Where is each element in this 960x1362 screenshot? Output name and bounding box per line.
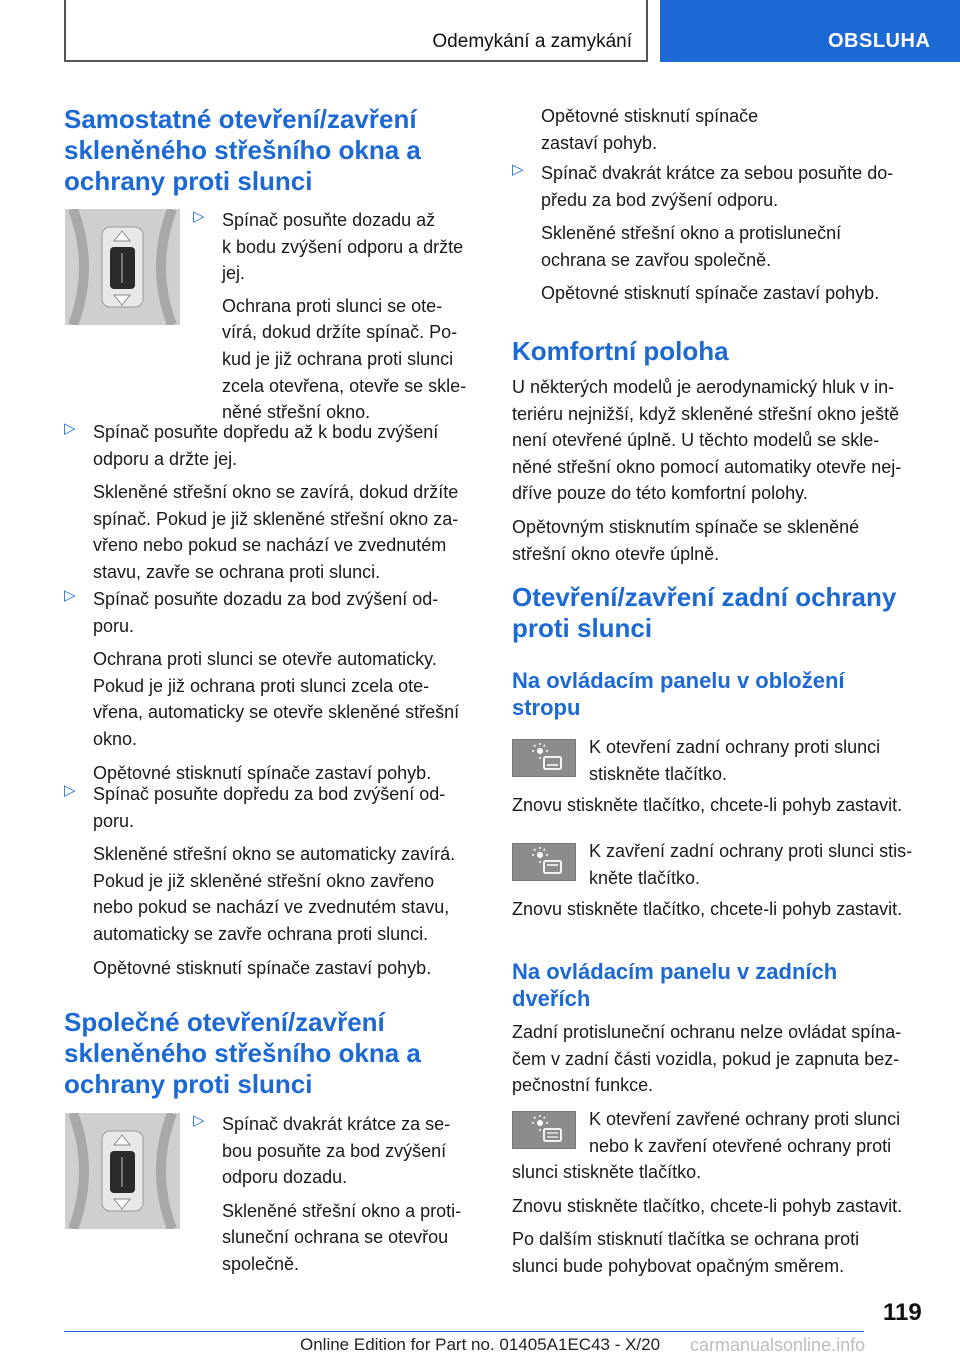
footer-edition: Online Edition for Part no. 01405A1EC43 - X/20	[300, 1335, 661, 1354]
text-line: Znovu stiskněte tlačítko, chcete-li pohyb zastavit.	[512, 899, 903, 919]
text-line: U některých modelů je aerodynamický hluk v in‐	[512, 377, 895, 397]
text-line: K otevření zavřené ochrany proti slunci	[589, 1109, 901, 1129]
button1-description	[589, 734, 934, 787]
button3-continued	[512, 1159, 942, 1279]
bullet-sub-line: Skleněné střešní okno se automaticky zavírá.	[93, 844, 456, 865]
bullet-text-line: odporu a držte jej.	[93, 448, 238, 469]
bullet-item	[64, 419, 484, 586]
text-line: něné střešní okno pomocí automatiky otevře nej‐	[512, 456, 902, 477]
rear-shade-close-button-image	[512, 843, 576, 881]
rear-door-shade-button-image	[512, 1111, 576, 1149]
text-line: dříve pouze do této komfortní polohy.	[512, 483, 808, 504]
bullet-open-shade	[193, 207, 483, 426]
bullet-auto-open	[64, 586, 484, 786]
bullet-sub-line: Pokud je již ochrana proti slunci zcela ote‐	[93, 675, 430, 696]
heading-rear-door-panel	[512, 958, 932, 1012]
bullet-sub-line: Skleněné střešní okno se zavírá, dokud držíte	[93, 482, 459, 503]
button1-after	[512, 792, 942, 819]
bullet-text-line: poru.	[93, 615, 135, 636]
roof-switch-photo-1	[65, 209, 180, 325]
rear-shade-open-button-image	[512, 739, 576, 777]
footer-divider	[64, 1331, 864, 1332]
heading-line: ochrany proti slunci	[64, 1069, 313, 1099]
bullet-item	[64, 781, 484, 981]
header-chapter-tab	[660, 0, 960, 62]
door-panel-paragraph	[512, 1019, 942, 1099]
bullet-text-line: Spínač dvakrát krátce za sebou posuňte do‐	[541, 163, 894, 183]
bullet-item	[64, 586, 484, 786]
text-line: střešní okno otevře úplně.	[512, 543, 720, 564]
bullet-sub-line: sluneční ochrana se otevřou	[222, 1227, 449, 1248]
bullet-sub-line: Ochrana proti slunci se ote‐	[222, 295, 443, 316]
text-line: Po dalším stisknutí tlačítka se ochrana proti	[512, 1229, 860, 1250]
bullet-sub-line: zcela otevřena, otevře se skle‐	[222, 375, 467, 396]
heading-line: dveřích	[512, 986, 591, 1011]
triangle-bullet-icon: ▷	[193, 208, 205, 225]
text-line: Znovu stiskněte tlačítko, chcete-li pohyb zastavit.	[512, 795, 903, 815]
header-section-title: Odemykání a zamykání	[432, 31, 632, 52]
bullet-sub-line: Opětovné stisknutí spínače zastaví pohyb.	[93, 762, 432, 783]
bullet-sub-line: ochrana se zavřou společně.	[541, 249, 772, 270]
bullet-sub-line: kud je již ochrana proti slunci	[222, 348, 454, 369]
text-line: čem v zadní části vozidla, pokud je zapnuta bez‐	[512, 1048, 900, 1069]
bullet-sub-line: vřena, automaticky se otevře skleněné střešní	[93, 702, 460, 723]
bullet-text-line: bou posuňte za bod zvýšení	[222, 1140, 447, 1161]
bullet-joint-open	[193, 1111, 483, 1278]
bullet-item	[512, 160, 932, 307]
text-line: kněte tlačítko.	[589, 867, 701, 888]
button3-description	[589, 1106, 934, 1159]
text-line: stiskněte tlačítko.	[589, 763, 728, 784]
roof-switch-photo-2	[65, 1113, 180, 1229]
triangle-bullet-icon: ▷	[64, 782, 76, 799]
triangle-bullet-icon: ▷	[64, 420, 76, 437]
heading-line: ochrany proti slunci	[64, 166, 313, 196]
bullet-sub-line: okno.	[93, 728, 138, 749]
bullet-text-line: Spínač posuňte dozadu až	[222, 210, 436, 230]
bullet-sub-line: společně.	[222, 1253, 300, 1274]
continued-text	[541, 103, 931, 156]
text-line: Zadní protisluneční ochranu nelze ovládat spína‐	[512, 1022, 902, 1042]
triangle-bullet-icon: ▷	[64, 587, 76, 604]
bullet-sub-line: vřeno nebo pokud se nachází ve zvednutém	[93, 535, 447, 556]
bullet-sub-line: Opětovné stisknutí spínače zastaví pohyb.	[93, 957, 432, 978]
bullet-sub-line: Pokud je již skleněné střešní okno zavřeno	[93, 870, 435, 891]
triangle-bullet-icon: ▷	[193, 1112, 205, 1129]
page-number: 119	[883, 1299, 922, 1326]
bullet-sub-line: něné střešní okno.	[222, 402, 371, 423]
bullet-joint-close	[512, 160, 932, 307]
watermark-text: carmanualsonline.info	[690, 1335, 866, 1355]
bullet-sub-line: spínač. Pokud je již skleněné střešní okno za‐	[93, 508, 459, 529]
heading-line: skleněného střešního okna a	[64, 135, 421, 165]
heading-joint-open-close	[64, 1007, 484, 1100]
bullet-text-line: předu za bod zvýšení odporu.	[541, 189, 779, 210]
bullet-text-line: Spínač posuňte dopředu až k bodu zvýšení	[93, 422, 439, 442]
text-line: teriéru nejnižší, když skleněné střešní okno ještě	[512, 403, 900, 424]
triangle-bullet-icon: ▷	[512, 161, 524, 178]
bullet-text-line: k bodu zvýšení odporu a držte	[222, 236, 464, 257]
text-line: K otevření zadní ochrany proti slunci	[589, 737, 881, 757]
text-line: není otevřené úplně. U těchto modelů se skle‐	[512, 430, 880, 451]
bullet-sub-line: Opětovné stisknutí spínače zastaví pohyb.	[541, 283, 880, 304]
bullet-sub-line: automaticky se zavře ochrana proti slunci.	[93, 923, 429, 944]
bullet-item	[193, 1111, 483, 1278]
bullet-auto-close	[64, 781, 484, 981]
button2-description	[589, 838, 934, 891]
header-chapter-label: OBSLUHA	[828, 30, 931, 52]
bullet-text-line: odporu dozadu.	[222, 1167, 348, 1188]
bullet-sub-line: Skleněné střešní okno a protisluneční	[541, 223, 842, 244]
bullet-text-line: Spínač posuňte dopředu za bod zvýšení od‐	[93, 784, 446, 804]
text-line: zastaví pohyb.	[541, 132, 658, 153]
text-line: slunci stiskněte tlačítko.	[512, 1162, 702, 1182]
text-line: nebo k zavření otevřené ochrany proti	[589, 1135, 892, 1156]
comfort-paragraph	[512, 374, 932, 567]
heading-line: Komfortní poloha	[512, 336, 729, 366]
heading-line: Na ovládacím panelu v obložení	[512, 668, 845, 693]
header-section-box	[64, 0, 648, 62]
text-line: Opětovné stisknutí spínače	[541, 106, 759, 126]
text-line: Opětovným stisknutím spínače se skleněné	[512, 516, 860, 537]
heading-roof-panel	[512, 667, 932, 721]
bullet-sub-line: stavu, zavře se ochrana proti slunci.	[93, 561, 381, 582]
heading-line: Samostatné otevření/zavření	[64, 104, 417, 134]
bullet-text-line: Spínač dvakrát krátce za se‐	[222, 1114, 451, 1134]
bullet-item	[193, 207, 483, 426]
text-line: K zavření zadní ochrany proti slunci stis‐	[589, 841, 913, 861]
heading-line: Otevření/zavření zadní ochrany	[512, 582, 897, 612]
bullet-sub-line: Ochrana proti slunci se otevře automaticky.	[93, 649, 437, 670]
button2-after	[512, 896, 942, 923]
bullet-close-roof	[64, 419, 484, 586]
heading-line: stropu	[512, 695, 581, 720]
heading-line: Na ovládacím panelu v zadních	[512, 959, 838, 984]
bullet-sub-line: nebo pokud se nachází ve zvednutém stavu,	[93, 897, 450, 918]
text-line: slunci bude pohybovat opačným směrem.	[512, 1255, 845, 1276]
heading-rear-shade	[512, 582, 932, 644]
heading-separate-open-close	[64, 104, 484, 197]
bullet-sub-line: vírá, dokud držíte spínač. Po‐	[222, 322, 458, 343]
bullet-text-line: Spínač posuňte dozadu za bod zvýšení od‐	[93, 589, 439, 609]
bullet-text-line: poru.	[93, 810, 135, 831]
heading-comfort-position	[512, 336, 932, 367]
text-line: Znovu stiskněte tlačítko, chcete-li pohyb zastavit.	[512, 1195, 903, 1216]
text-line: pečnostní funkce.	[512, 1075, 654, 1096]
bullet-sub-line: Skleněné střešní okno a proti‐	[222, 1200, 462, 1221]
heading-line: Společné otevření/zavření	[64, 1007, 385, 1037]
heading-line: skleněného střešního okna a	[64, 1038, 421, 1068]
heading-line: proti slunci	[512, 613, 653, 643]
bullet-text-line: jej.	[222, 263, 246, 284]
